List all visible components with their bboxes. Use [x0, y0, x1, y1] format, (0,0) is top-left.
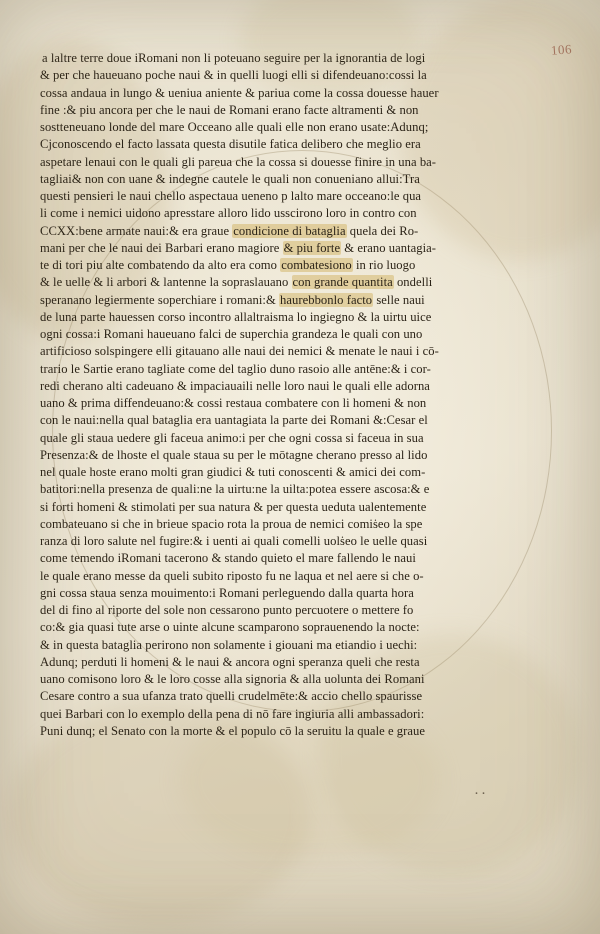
- text-line: redi cherano alti cadeuano & impaciauaili nelle loro naui le quali elle adorna: [40, 378, 430, 393]
- text-line: Cesare contro a sua ufanza trato quelli crudelmēte:& accio chello spaurisse: [40, 689, 423, 704]
- text-line: a laltre terre doue iRomani non li poteuano seguire per la ignorantia de logi: [42, 51, 426, 65]
- folio-number: 106: [550, 41, 573, 58]
- text-line: quale gli staua uedere gli faceua animo:i per che ogni cossa si faceua in sua: [40, 430, 424, 445]
- text-line: sostteneuano londe del mare Occeano alle quali elle non erano usate:Adunq;: [40, 120, 429, 134]
- text-line: uano & prima diffendeuano:& cossi restaua combatere con li homeni & non: [40, 396, 427, 410]
- text-line: & le uelle & li arbori & lantenne la sopraslauano con grande quantita ondelli: [40, 275, 433, 290]
- text-line: li come i nemici uidono apresstare alloro lido usscirono loro in contro con: [40, 206, 417, 221]
- text-line: trario le Sartie erano tagliate come del taglio duno rasoio alle antēne:& i cor-: [40, 361, 431, 376]
- text-line: CCXX:bene armate naui:& era graue condicione di bataglia quela dei Ro-: [40, 223, 419, 238]
- text-line: gni cossa staua senza mouimento:i Romani perleguendo dalla quarta hora: [40, 585, 414, 600]
- text-line: artificioso solspingere elli gitauano alle naui dei nemici & menate le naui i cō-: [40, 344, 439, 359]
- text-line: ogni cossa:i Romani haueuano falci de superchia grandeza le quali con uno: [40, 327, 423, 341]
- text-line: uano comisono loro & le loro cosse alla signoria & alla uolunta dei Romani: [40, 672, 425, 686]
- text-line: con le naui:nella qual bataglia era uantagiata la parte dei Romani &:Cesar el: [40, 413, 428, 428]
- text-line: co:& gia quasi tute arse o uinte alcune scamparono soprauenendo la nocte:: [40, 620, 420, 635]
- text-line: si forti homeni & stimolati per sua natura & per questa ueduta ualentemente: [40, 499, 427, 514]
- text-line: questi pensieri le naui chello aspectaua ueneno p lalto mare occeano:le qua: [40, 189, 422, 203]
- text-line: tagliai& non con uane & indegne cautele le quali non conueniano allui:Tra: [40, 171, 420, 186]
- text-line: te di tori piu alte combatendo da alto era como combatesiono in rio luogo: [40, 258, 416, 272]
- text-line: aspetare lenaui con le quali gli pareua che la cossa si douesse finire in una ba-: [40, 154, 437, 169]
- text-line: del di fino al riporte del sole non cessarono punto percuotere o mettere fo: [40, 603, 414, 617]
- text-line: Puni dunq; el Senato con la morte & el populo cō la seruitu la quale e graue: [40, 723, 426, 738]
- text-line: & in questa bataglia perirono non solamente i giouani ma etiandio i uechi:: [40, 637, 418, 652]
- text-line: quei Barbari con lo exemplo della pena di nō fare ingiuria alli ambassadori:: [40, 706, 425, 721]
- text-line: nel quale hoste erano molti gran giudici & tuti conoscenti & amici dei com-: [40, 465, 426, 479]
- text-line: speranano legiermente soperchiare i romani:& haurebbonlo facto selle naui: [40, 292, 425, 307]
- text-line: de luna parte hauessen corso incontro allaltraisma lo ingiegno & la uirtu uice: [40, 309, 432, 324]
- text-line: le quale erano messe da queli subito riposto fu ne laqua et nel aere si che o-: [40, 568, 424, 583]
- text-line: Adunq; perduti li homeni & le naui & ancora ogni speranza queli che resta: [40, 654, 420, 669]
- text-line: batitori:nella presenza de quali:ne la uirtu:ne la uilta:potea essere ascosa:& e: [40, 482, 430, 497]
- text-block: [40, 50, 560, 740]
- text-line: fine :& piu ancora per che le naui de Romani erano facte altramenti & non: [40, 102, 419, 117]
- text-line: cossa andaua in lungo & ueniua aniente & pariua come la cossa douesse hauer: [40, 85, 439, 100]
- text-line: come temendo iRomani tacerono & stando quieto el mare fallendo le naui: [40, 551, 416, 566]
- text-line: & per che haueuano poche naui & in quelli luogi elli si difendeuano:cossi la: [40, 68, 427, 83]
- text-line: combateuano si che in brieue spacio rota la proua de nemici comiṡeo la spe: [40, 516, 423, 531]
- text-line: mani per che le naui dei Barbari erano magiore & piu forte & erano uantagia-: [40, 240, 437, 255]
- text-line: ranza di loro salute nel fugire:& i uenti ai quali comelli uolṡeo le uelle quasi: [40, 534, 428, 548]
- marginal-mark: ··: [474, 786, 488, 802]
- text-line: Cjconoscendo el facto lassata questa disutile fatica delibero che meglio era: [40, 137, 421, 152]
- text-line: Presenza:& de lhoste el quale staua su per le mōtagne cherano presso al lido: [40, 447, 428, 462]
